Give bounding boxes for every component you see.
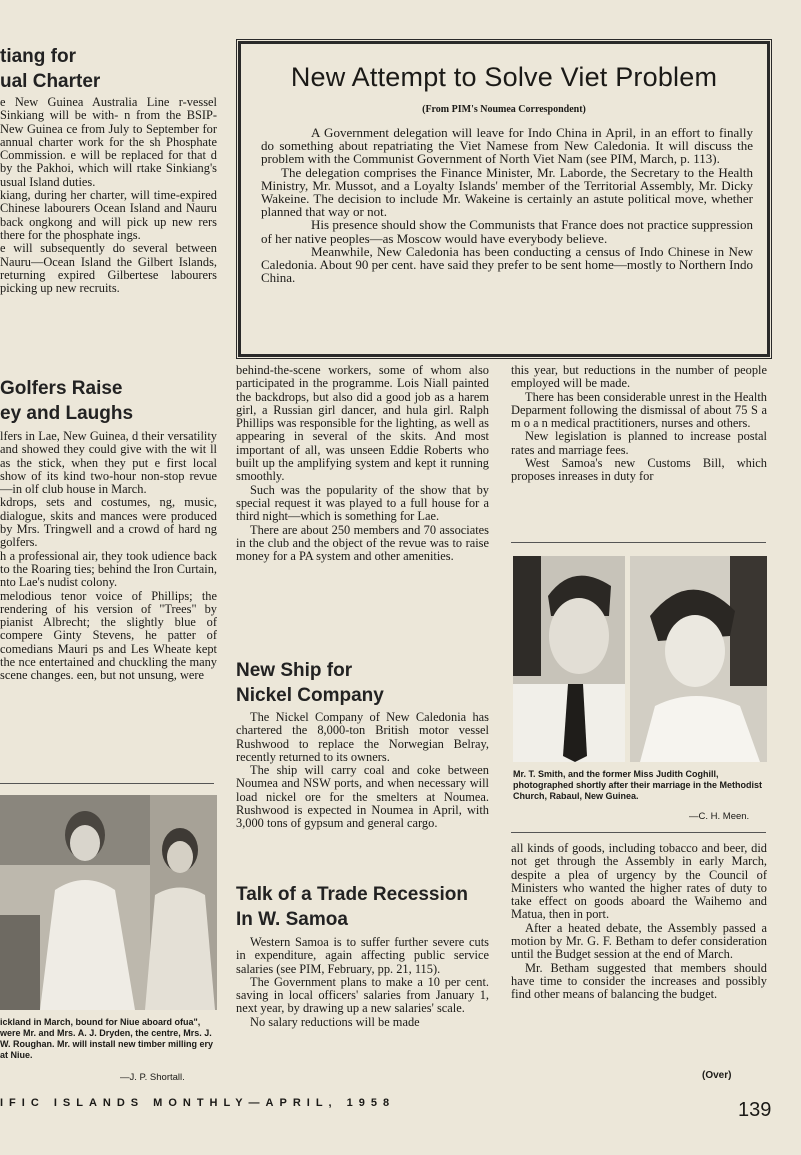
bride-photo: [630, 556, 767, 762]
golfers-mid-para: Such was the popularity of the show that by special request it was played to a full house for a third night—which is something for Lae.: [236, 482, 489, 524]
samoa-bottom-para: After a heated debate, the Assembly passed a motion by Mr. G. F. Betham to defer consideration until the Budget session at the end of March.: [511, 920, 767, 962]
charter-para: kiang, during her charter, will time-expired Chinese labourers Ocean Island and Nauru back ongkong and will pick up new rers there for the phosphate ings.: [0, 188, 217, 242]
charter-heading: [0, 44, 220, 94]
samoa-para: No salary reductions will be made: [250, 1014, 420, 1029]
samoa-heading: [236, 882, 491, 932]
nickel-heading-line2: Nickel Company: [236, 685, 384, 706]
over-marker: (Over): [702, 1070, 732, 1081]
right-divider-2: [511, 832, 766, 833]
samoa-heading-line2: In W. Samoa: [236, 909, 348, 930]
page-number: 139: [738, 1099, 772, 1121]
wedding-caption: Mr. T. Smith, and the former Miss Judith Coghill, photographed shortly after their marriage in the Methodist Church, Rabaul, New Guinea.: [513, 769, 763, 801]
viet-body: [261, 126, 753, 284]
samoa-right-para: West Samoa's new Customs Bill, which proposes inreases in duty for: [511, 456, 767, 484]
samoa-bottom-para: all kinds of goods, including tobacco and beer, did not get through the Assembly in early March, despite a plea of urgency by the Council of Ministers who wanted the higher rates of duty to take effect on goods aboard the Waihemo and Matua, then in port.: [511, 841, 767, 922]
samoa-para: Western Samoa is to suffer further severe cuts in expenditure, again affecting public service salaries (see PIM, February, pp. 21, 115).: [236, 935, 489, 976]
charter-article: [0, 96, 217, 295]
viet-title: New Attempt to Solve Viet Problem: [290, 62, 718, 92]
golfers-heading-line1: Golfers Raise: [0, 378, 123, 399]
golfers-para: lfers in Lae, New Guinea, d their versatility and showed they could give with the wit ll as the stick, when they put e first local show of its kind two-hour non-stop revue—in olf club house in March.: [0, 429, 217, 497]
charter-para: e will subsequently do several between Nauru—Ocean Island the Gilbert Islands, returning expired Gilbertese labourers picking up new recruits.: [0, 241, 217, 296]
golfers-heading-line2: ey and Laughs: [0, 403, 134, 424]
golfers-article: [0, 430, 217, 683]
samoa-right-bottom: [511, 842, 767, 1002]
groom-photo: [513, 556, 625, 762]
samoa-right-para: New legislation is planned to increase postal rates and marriage fees.: [511, 429, 767, 457]
niue-caption: ickland in March, bound for Niue aboard ofua", were Mr. and Mrs. A. J. Dryden, the centre, Mrs. J. W. Roughan. Mr. will install new timber milling ery at Niue.: [0, 1017, 214, 1060]
golfers-para: melodious tenor voice of Phillips; the rendering of his version of "Trees" by pianist Albrecht; the slightly blue of compere Ginty Stevens, he patter of comedians Mauri ps and Les Wheate kept the nce entertained and chuckling the many scene changes. een, but not unsung, were: [0, 588, 217, 683]
nickel-heading-line1: New Ship for: [236, 660, 353, 681]
viet-para: A Government delegation will leave for Indo China in April, in an effort to finally do something about repatriating the Viet Namese from New Caledonia. It will discuss the problem with the Communist Government of North Viet Nam (see PIM, March, p. 113).: [261, 125, 753, 167]
footer-issue: IFIC ISLANDS MONTHLY—APRIL, 1958: [0, 1097, 396, 1109]
golfers-para: h a professional air, they took udience back to the Roaring ties; behind the Iron Curtain, nto Lae's nudist colony.: [0, 548, 217, 590]
charter-heading-line2: ual Charter: [0, 71, 101, 92]
samoa-right-para: There has been considerable unrest in the Health Deparment following the dismissal of about 75 S a m o a n medical practitioners, nurses and others.: [511, 389, 767, 431]
nickel-para: The Nickel Company of New Caledonia has chartered the 8,000-ton British motor vessel Rushwood to replace the Norwegian Belray, recently returned to its owners.: [236, 710, 489, 764]
wedding-credit: —C. H. Meen.: [689, 811, 750, 822]
nickel-para: The ship will carry coal and coke between Noumea and NSW ports, and when necessary will load nickel ore for the smelters at Noumea. Rushwood is expected in Noumea in April, with 3,000 tons of gypsum and general cargo.: [236, 763, 489, 831]
nickel-heading: [236, 658, 491, 708]
charter-para: e New Guinea Australia Line r-vessel Sinkiang will be with- n from the BSIP-New Guinea ce from July to September for annual charter work for the sh Phosphate Commission. e will be replaced for that d by the Pakhoi, which will rtake Sinkiang's usual Island duties.: [0, 95, 217, 189]
viet-byline: (From PIM's Noumea Correspondent): [422, 104, 586, 115]
golfers-para: kdrops, sets and costumes, ng, music, dialogue, skits and mances were produced by Mrs. Tringwell and a crowd of hard ng golfers.: [0, 495, 217, 550]
left-divider: [0, 783, 214, 784]
right-divider: [511, 542, 766, 543]
viet-article-box: [238, 41, 770, 357]
viet-para: The delegation comprises the Finance Minister, Mr. Laborde, the Secretary to the Health Ministry, Mr. Mussot, and a Loyalty Islands' member of the Territorial Assembly, Mr. Dicky Wakeine. The decision to include Mr. Wakeine is certainly an astute political move, whether planned that way or not.: [261, 164, 753, 220]
samoa-right-para: this year, but reductions in the number of people employed will be made.: [511, 363, 767, 391]
charter-heading-line1: tiang for: [0, 46, 76, 67]
viet-para: Meanwhile, New Caledonia has been conducting a census of Indo Chinese in New Caledonia. About 90 per cent. have said they prefer to be sent home—mostly to Northern Indo China.: [261, 243, 753, 286]
golfers-mid-para: behind-the-scene workers, some of whom also participated in the programme. Lois Niall painted the backdrops, but also did a good job as a harem girl, a Russian girl dancer, and hula girl. Ralph Phillips was responsible for the lighting, as well as appearing in several of the skits. And most important of all, was unseen Eddie Roberts who built up the amplifying system and kept it running smoothly.: [236, 363, 489, 484]
golfers-continued: [236, 364, 489, 563]
golfers-heading: [0, 376, 220, 426]
viet-para: His presence should show the Communists that France does not practice suppression of her native peoples—as Moscow would have everybody believe.: [261, 217, 753, 246]
samoa-para: The Government plans to make a 10 per cent. saving in local officers' salaries from January 1, next year, by drawing up a new salaries' scale.: [236, 974, 489, 1016]
samoa-bottom-para: Mr. Betham suggested that members should have time to consider the increases and possibly find other means of balancing the budget.: [511, 960, 767, 1002]
samoa-article: [236, 936, 489, 1029]
samoa-heading-line1: Talk of a Trade Recession: [236, 884, 468, 905]
golfers-mid-para: There are about 250 members and 70 associates in the club and the object of the revue was to raise money for a PA system and other amenities.: [236, 522, 489, 564]
niue-photo: [0, 795, 217, 1010]
niue-credit: —J. P. Shortall.: [120, 1072, 185, 1083]
samoa-continued: [511, 364, 767, 484]
nickel-article: [236, 711, 489, 831]
